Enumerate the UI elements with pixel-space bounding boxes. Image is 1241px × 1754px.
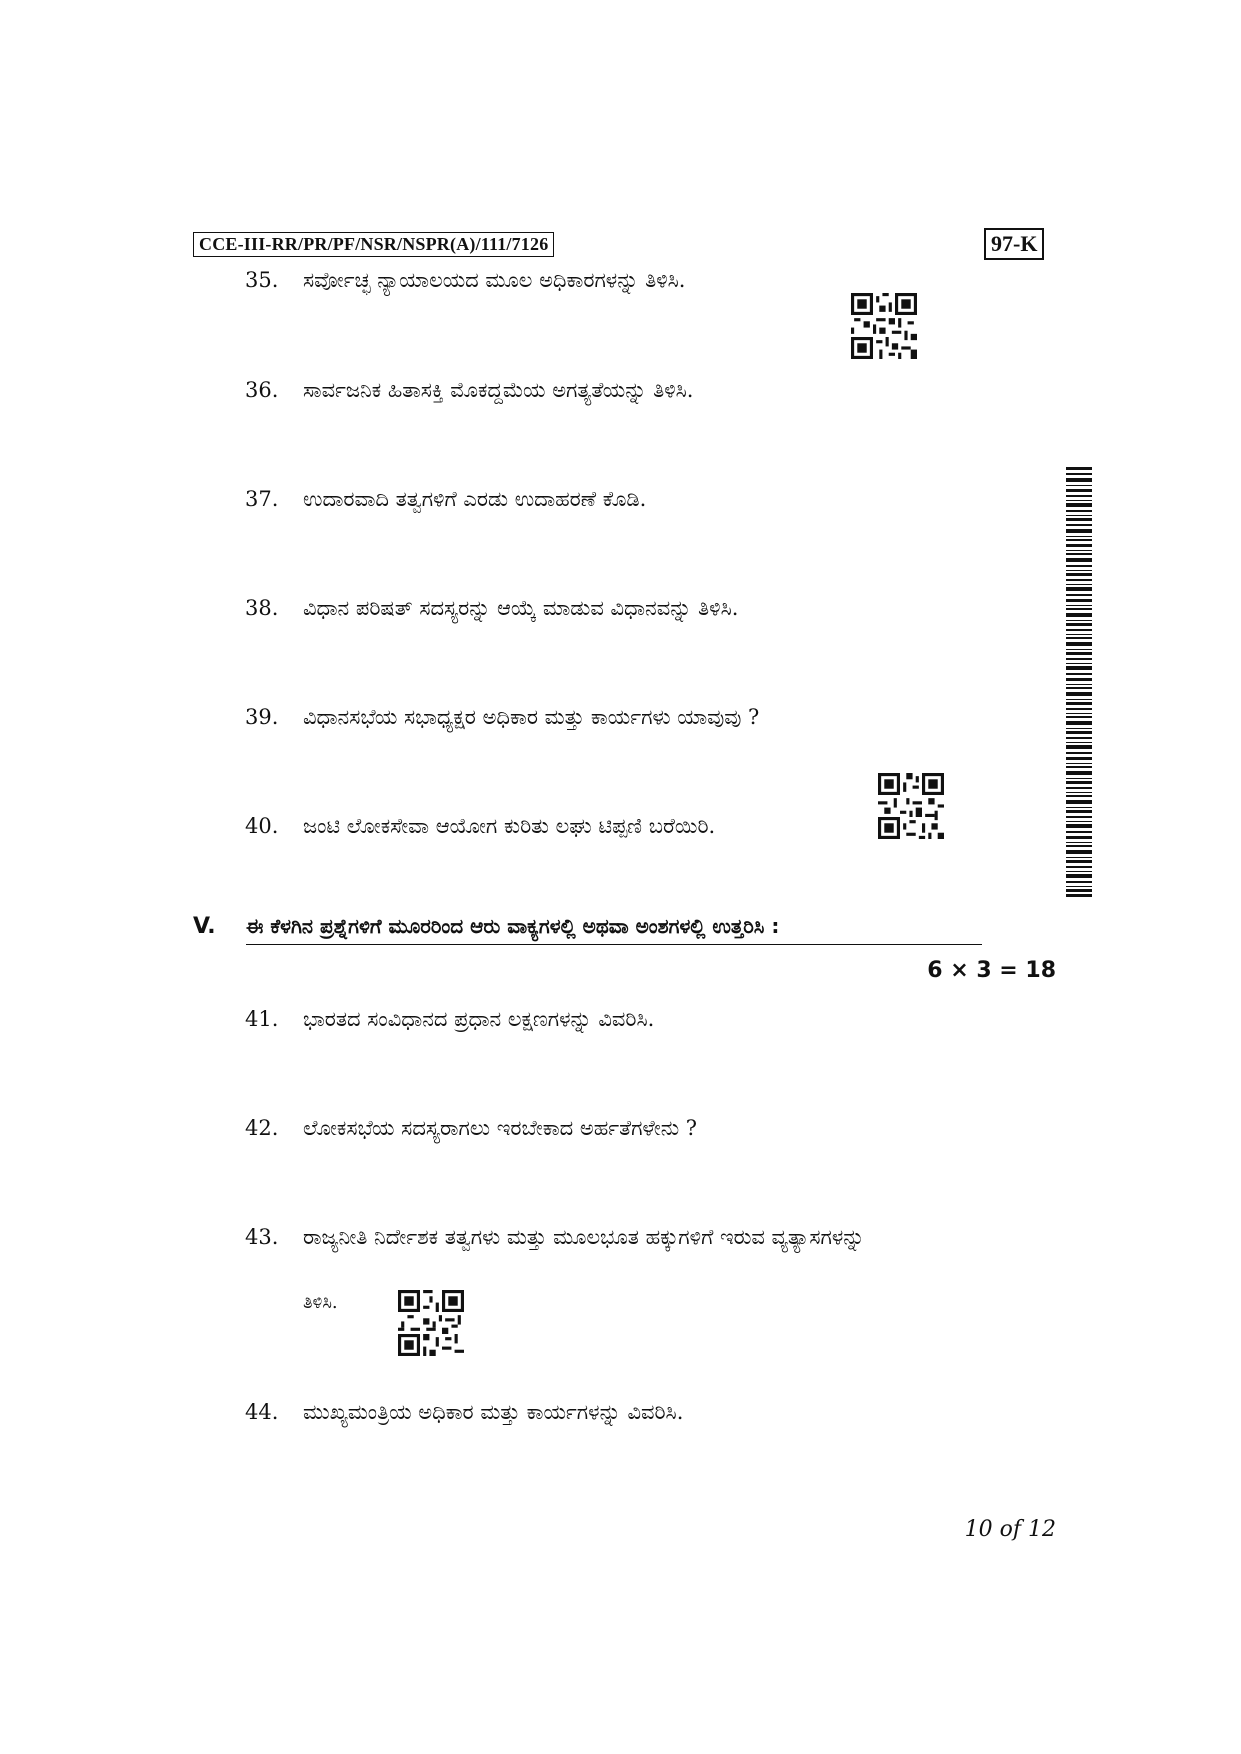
barcode-icon xyxy=(1066,467,1092,897)
paper-code: 97-K xyxy=(984,228,1044,260)
question-39 xyxy=(245,705,759,730)
question-42 xyxy=(245,1116,697,1141)
page-of: of xyxy=(999,1517,1021,1542)
question-text: ಮುಖ್ಯಮಂತ್ರಿಯ ಅಧಿಕಾರ ಮತ್ತು ಕಾರ್ಯಗಳನ್ನು ವಿವರಿಸಿ. xyxy=(303,1400,684,1424)
question-number: 40. xyxy=(245,814,279,838)
question-text: ರಾಜ್ಯನೀತಿ ನಿರ್ದೇಶಕ ತತ್ವಗಳು ಮತ್ತು ಮೂಲಭೂತ ಹಕ್ಕುಗಳಿಗೆ ಇರುವ ವ್ಯತ್ಯಾಸಗಳನ್ನು xyxy=(303,1225,865,1249)
section-title: ಈ ಕೆಳಗಿನ ಪ್ರಶ್ನೆಗಳಿಗೆ ಮೂರರಿಂದ ಆರು ವಾಕ್ಯಗಳಲ್ಲಿ ಅಥವಾ ಅಂಶಗಳಲ್ಲಿ ಉತ್ತರಿಸಿ : xyxy=(246,914,982,945)
question-text: ಸರ್ವೋಚ್ಛ ನ್ಯಾಯಾಲಯದ ಮೂಲ ಅಧಿಕಾರಗಳನ್ನು ತಿಳಿಸಿ. xyxy=(303,268,686,292)
question-text: ಲೋಕಸಭೆಯ ಸದಸ್ಯರಾಗಲು ಇರಬೇಕಾದ ಅರ್ಹತೆಗಳೇನು ? xyxy=(303,1116,698,1140)
question-text: ಜಂಟಿ ಲೋಕಸೇವಾ ಆಯೋಗ ಕುರಿತು ಲಘು ಟಿಪ್ಪಣಿ ಬರೆಯಿರಿ. xyxy=(303,814,716,838)
section-number: V. xyxy=(193,914,216,939)
question-36 xyxy=(245,378,693,403)
qr-code-icon xyxy=(851,293,917,359)
exam-code: CCE-III-RR/PR/PF/NSR/NSPR(A)/111/7126 xyxy=(193,232,554,257)
question-text: ವಿಧಾನ ಪರಿಷತ್ ಸದಸ್ಯರನ್ನು ಆಯ್ಕೆ ಮಾಡುವ ವಿಧಾನವನ್ನು ತಿಳಿಸಿ. xyxy=(303,596,739,620)
question-text: ಭಾರತದ ಸಂವಿಧಾನದ ಪ್ರಧಾನ ಲಕ್ಷಣಗಳನ್ನು ವಿವರಿಸಿ. xyxy=(303,1007,655,1031)
question-number: 36. xyxy=(245,378,279,402)
question-number: 42. xyxy=(245,1116,279,1140)
question-37 xyxy=(245,487,646,512)
question-number: 41. xyxy=(245,1007,279,1031)
question-text: ವಿಧಾನಸಭೆಯ ಸಭಾಧ್ಯಕ್ಷರ ಅಧಿಕಾರ ಮತ್ತು ಕಾರ್ಯಗಳು ಯಾವುವು ? xyxy=(303,705,760,729)
question-number: 44. xyxy=(245,1400,279,1424)
question-43 xyxy=(245,1225,864,1250)
question-number: 38. xyxy=(245,596,279,620)
question-number: 43. xyxy=(245,1225,279,1249)
question-40 xyxy=(245,814,715,839)
page-number xyxy=(965,1517,1056,1542)
qr-code-icon xyxy=(398,1290,464,1356)
question-number: 35. xyxy=(245,268,279,292)
question-44 xyxy=(245,1400,683,1425)
section-marks: 6 × 3 = 18 xyxy=(927,958,1056,983)
question-38 xyxy=(245,596,738,621)
question-number: 39. xyxy=(245,705,279,729)
question-43-continuation: ತಿಳಿಸಿ. xyxy=(303,1292,338,1313)
question-35 xyxy=(245,268,685,293)
question-text: ಉದಾರವಾದಿ ತತ್ವಗಳಿಗೆ ಎರಡು ಉದಾಹರಣೆ ಕೊಡಿ. xyxy=(303,487,647,511)
question-41 xyxy=(245,1007,654,1032)
question-text: ಸಾರ್ವಜನಿಕ ಹಿತಾಸಕ್ತಿ ಮೊಕದ್ದಮೆಯ ಅಗತ್ಯತೆಯನ್ನು ತಿಳಿಸಿ. xyxy=(303,378,694,402)
question-number: 37. xyxy=(245,487,279,511)
page-current: 10 xyxy=(964,1517,993,1542)
page-total: 12 xyxy=(1028,1517,1056,1542)
qr-code-icon xyxy=(878,773,944,839)
